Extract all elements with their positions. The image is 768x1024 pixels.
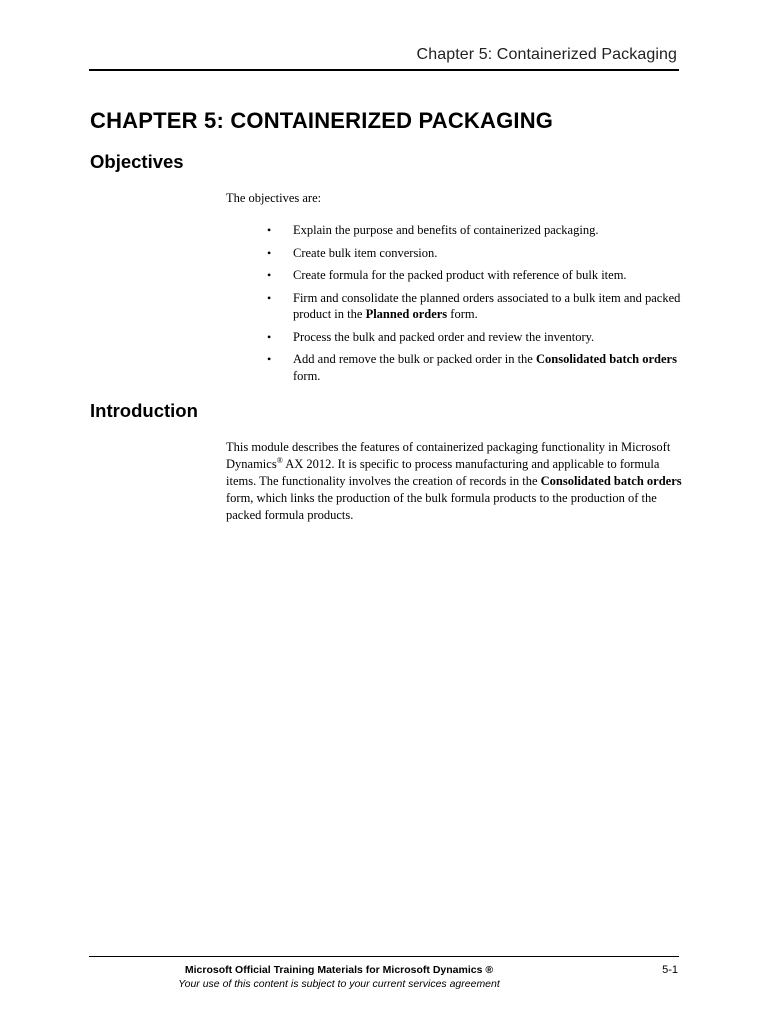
bullet-icon: • [267,268,272,282]
objectives-list [265,222,690,390]
objective-text-post: form. [447,307,478,321]
objective-text: Process the bulk and packed order and review the inventory. [293,329,595,344]
header-rule [89,69,679,71]
list-item [265,290,690,323]
objectives-heading: Objectives [90,151,184,172]
objective-text: Create bulk item conversion. [293,245,438,260]
objective-text-post: form. [293,368,321,383]
introduction-paragraph [226,439,686,524]
footer-agreement-notice: Your use of this content is subject to your current services agreement [178,978,500,990]
bullet-icon: • [267,290,272,305]
objectives-intro: The objectives are: [226,191,322,205]
list-item [265,329,690,346]
objective-text-pre: Firm and consolidate the planned orders associated to a bulk item and packed product in the [293,290,681,321]
intro-text-1: This module describes the features of containerized packaging functionality in Microsoft Dynamics [226,440,671,471]
bullet-icon: • [267,245,272,260]
registered-mark: ® [276,455,283,465]
form-name-consolidated-batch-orders: Consolidated batch orders [540,474,682,488]
form-name-consolidated-batch-orders: Consolidated batch orders [535,352,677,366]
objective-text: Explain the purpose and benefits of containerized packaging. [293,223,599,237]
list-item [265,245,690,262]
footer-copyright: Microsoft Official Training Materials for Microsoft Dynamics ® [184,964,494,976]
footer-rule [89,956,679,957]
intro-text-2: AX 2012. It is specific to process manufacturing and applicable to formula items. The functionality involves the creation of records in the [226,457,660,488]
list-item [265,351,690,384]
bullet-icon: • [267,223,272,237]
objective-text-pre: Add and remove the bulk or packed order in the [293,352,536,366]
bullet-icon: • [267,352,272,366]
running-header: Chapter 5: Containerized Packaging [416,46,677,63]
form-name-planned-orders: Planned orders [365,307,448,321]
page-number: 5-1 [662,964,678,976]
list-item [265,267,690,284]
intro-text-3: form, which links the production of the bulk formula products to the production of the packed formula products. [226,491,657,522]
introduction-heading: Introduction [90,400,198,421]
bullet-icon: • [267,329,272,344]
objective-text: Create formula for the packed product with reference of bulk item. [293,268,627,282]
chapter-title: CHAPTER 5: CONTAINERIZED PACKAGING [90,108,554,133]
list-item [265,222,690,239]
